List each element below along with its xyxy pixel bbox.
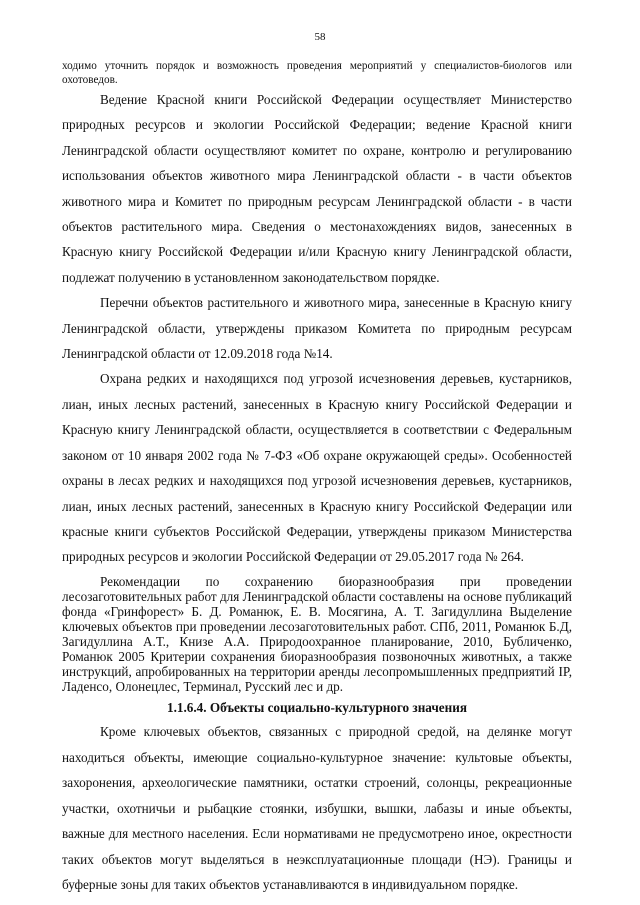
document-body xyxy=(62,60,572,897)
species-lists-paragraph: Перечни объектов растительного и животного мира, занесенные в Красную книгу Ленинградской области, утверждены приказом Комитета по природным ресурсам Ленинградской области от 12.09.2018 года №14. xyxy=(62,295,572,362)
biodiversity-recommendations-paragraph: Рекомендации по сохранению биоразнообразия при проведении лесозаготовительных работ для Ленинградской области составлены на основе публикаций фонда «Гринфорест» Б. Д. Романюк, Е. В. Мосягина, А. Т. Загидуллина Выделение ключевых объектов при проведении лесозаготовительных работ. СПб, 2011, Романюк Б.Д, Загидуллина А.Т., Книзе А.А. Природоохранное планирование, 2010, Бубличенко, Романюк 2005 Критерии сохранения биоразнообразия позвоночных животных, а также инструкций, апробированных на территории аренды лесопромышленных предприятий IP, Ладенсо, Олонецлес, Терминал, Русский лес и др. xyxy=(62,573,572,695)
rare-plants-protection-paragraph: Охрана редких и находящихся под угрозой исчезновения деревьев, кустарников, лиан, иных лесных растений, занесенных в Красную книгу Российской Федерации и Красную книгу Ленинградской области, осуществляется в соответствии с Федеральным законом от 10 января 2002 года № 7-ФЗ «Об охране окружающей среды». Особенностей охраны в лесах редких и находящихся под угрозой исчезновения деревьев, кустарников, лиан, иных лесных растений, занесенных в Красную книгу Российской Федерации или красные книги субъектов Российской Федерации, утверждены приказом Министерства природных ресурсов и экологии Российской Федерации от 29.05.2017 года № 264. xyxy=(62,371,572,565)
section-heading: 1.1.6.4. Объекты социально-культурного значения xyxy=(166,700,467,716)
continuation-paragraph: ходимо уточнить порядок и возможность проведения мероприятий у специалистов-биологов или охотоведов. xyxy=(62,60,572,86)
socio-cultural-objects-paragraph: Кроме ключевых объектов, связанных с природной средой, на делянке могут находиться объекты, имеющие социально-культурное значение: культовые объекты, захоронения, археологические памятники, остатки строений, солонцы, рекреационные участки, охотничьи и рыбацкие стоянки, избушки, вышки, лабазы и иные объекты, важные для местного населения. Если нормативами не предусмотрено иное, окрестности таких объектов могут выделяться в неэксплуатационные площади (НЭ). Границы и буферные зоны для таких объектов устанавливаются в индивидуальном порядке. xyxy=(62,724,572,892)
red-book-management-paragraph: Ведение Красной книги Российской Федерации осуществляет Министерство природных ресурсов и экологии Российской Федерации; ведение Красной книги Ленинградской области осуществляют комитет по охране, контролю и регулированию использования объектов животного мира Ленинградской области - в части объектов животного мира и Комитет по природным ресурсам Ленинградской области - в части объектов растительного мира. Сведения о местонахождениях видов, занесенных в Красную книгу Российской Федерации и/или Красную книгу Ленинградской области, подлежат получению в установленном законодательством порядке. xyxy=(62,92,572,285)
page-number: 58 xyxy=(314,31,326,43)
